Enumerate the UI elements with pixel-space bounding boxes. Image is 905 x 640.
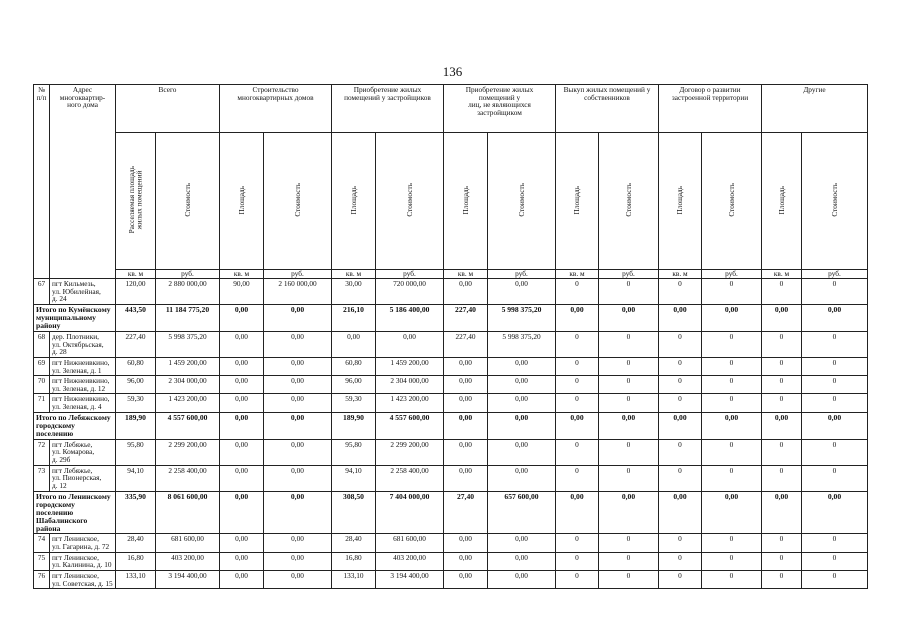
- value-cell: 0,00: [264, 376, 332, 394]
- value-cell: 0,00: [220, 439, 264, 465]
- table-row: [34, 465, 868, 491]
- value-cell: 0: [599, 534, 659, 552]
- value-cell: 0: [802, 279, 868, 305]
- value-cell: 0: [802, 552, 868, 570]
- value-cell: 0,00: [659, 304, 702, 331]
- value-cell: 0: [556, 376, 599, 394]
- value-cell: 0: [702, 394, 762, 412]
- subheader-label: Стоимость: [829, 183, 839, 217]
- value-cell: 0: [802, 465, 868, 491]
- value-cell: 227,40: [116, 331, 156, 357]
- value-cell: 0: [659, 331, 702, 357]
- subheader-cell: [802, 133, 868, 270]
- value-cell: 0: [762, 465, 802, 491]
- value-cell: 0: [599, 465, 659, 491]
- value-cell: 0: [556, 357, 599, 375]
- value-cell: 0,00: [599, 412, 659, 439]
- value-cell: 3 194 400,00: [156, 571, 220, 589]
- value-cell: 2 304 000,00: [376, 376, 444, 394]
- value-cell: 0,00: [556, 304, 599, 331]
- subheader-label: Стоимость: [182, 183, 192, 217]
- row-number: 72: [34, 439, 50, 465]
- value-cell: 95,80: [332, 439, 376, 465]
- value-cell: 133,10: [332, 571, 376, 589]
- value-cell: 5 998 375,20: [488, 304, 556, 331]
- unit-cell: кв. м: [556, 270, 599, 279]
- value-cell: 0: [762, 357, 802, 375]
- value-cell: 0: [659, 439, 702, 465]
- header-group: Другие: [762, 85, 868, 133]
- value-cell: 60,80: [332, 357, 376, 375]
- value-cell: 0,00: [556, 491, 599, 534]
- table-row: [34, 357, 868, 375]
- total-label: Итого по Ленинскому городскому поселению Шабалинского района: [34, 491, 116, 534]
- value-cell: 308,50: [332, 491, 376, 534]
- row-number: 75: [34, 552, 50, 570]
- value-cell: 0,00: [762, 412, 802, 439]
- value-cell: 0: [702, 534, 762, 552]
- value-cell: 0,00: [220, 571, 264, 589]
- value-cell: 0: [599, 394, 659, 412]
- value-cell: 0,00: [264, 439, 332, 465]
- value-cell: 0: [556, 331, 599, 357]
- value-cell: 0,00: [488, 279, 556, 305]
- value-cell: 403 200,00: [156, 552, 220, 570]
- subheader-cell: [488, 133, 556, 270]
- unit-cell: руб.: [702, 270, 762, 279]
- unit-cell: кв. м: [220, 270, 264, 279]
- unit-cell: руб.: [488, 270, 556, 279]
- value-cell: 0,00: [264, 304, 332, 331]
- subheader-cell: [156, 133, 220, 270]
- row-address: пгт Нижнеивкино, ул. Зеленая, д. 12: [50, 376, 116, 394]
- value-cell: 27,40: [444, 491, 488, 534]
- value-cell: 2 299 200,00: [156, 439, 220, 465]
- table-row: [34, 552, 868, 570]
- value-cell: 0,00: [264, 331, 332, 357]
- value-cell: 0,00: [702, 491, 762, 534]
- value-cell: 0: [702, 571, 762, 589]
- subheader-label: Площадь: [460, 185, 470, 215]
- value-cell: 0,00: [332, 331, 376, 357]
- value-cell: 0,00: [220, 534, 264, 552]
- value-cell: 0,00: [220, 552, 264, 570]
- value-cell: 0: [599, 357, 659, 375]
- value-cell: 0: [762, 552, 802, 570]
- value-cell: 189,90: [332, 412, 376, 439]
- table-row: [34, 394, 868, 412]
- value-cell: 4 557 600,00: [376, 412, 444, 439]
- value-cell: 0: [802, 331, 868, 357]
- unit-cell: кв. м: [116, 270, 156, 279]
- value-cell: 0,00: [599, 491, 659, 534]
- row-number: 73: [34, 465, 50, 491]
- value-cell: 11 184 775,20: [156, 304, 220, 331]
- value-cell: 0: [702, 331, 762, 357]
- subheader-cell: [556, 133, 599, 270]
- value-cell: 5 998 375,20: [488, 331, 556, 357]
- subheader-cell: [659, 133, 702, 270]
- value-cell: 0: [802, 439, 868, 465]
- value-cell: 0,00: [802, 304, 868, 331]
- table-row: [34, 571, 868, 589]
- subheader-label: Стоимость: [623, 183, 633, 217]
- subheader-label: Площадь: [348, 185, 358, 215]
- subheader-cell: [702, 133, 762, 270]
- value-cell: 227,40: [444, 304, 488, 331]
- value-cell: 0,00: [488, 571, 556, 589]
- value-cell: 1 423 200,00: [156, 394, 220, 412]
- value-cell: 443,50: [116, 304, 156, 331]
- total-row: [34, 412, 868, 439]
- value-cell: 0: [556, 439, 599, 465]
- value-cell: 133,10: [116, 571, 156, 589]
- value-cell: 0: [659, 394, 702, 412]
- value-cell: 0: [659, 571, 702, 589]
- value-cell: 2 299 200,00: [376, 439, 444, 465]
- value-cell: 227,40: [444, 331, 488, 357]
- value-cell: 0: [802, 571, 868, 589]
- total-row: [34, 491, 868, 534]
- value-cell: 0,00: [264, 412, 332, 439]
- value-cell: 0,00: [599, 304, 659, 331]
- row-number: 76: [34, 571, 50, 589]
- subheader-cell: [444, 133, 488, 270]
- value-cell: 0,00: [702, 412, 762, 439]
- value-cell: 0: [599, 439, 659, 465]
- value-cell: 0: [802, 376, 868, 394]
- unit-cell: кв. м: [332, 270, 376, 279]
- value-cell: 96,00: [116, 376, 156, 394]
- row-address: пгт Нижнеивкино, ул. Зеленая, д. 1: [50, 357, 116, 375]
- value-cell: 2 258 400,00: [156, 465, 220, 491]
- value-cell: 0,00: [556, 412, 599, 439]
- header-group: Всего: [116, 85, 220, 133]
- value-cell: 0,00: [659, 412, 702, 439]
- header-group: Приобретение жилых помещений у лиц, не являющихся застройщиком: [444, 85, 556, 133]
- unit-cell: руб.: [264, 270, 332, 279]
- value-cell: 0,00: [220, 304, 264, 331]
- value-cell: 1 459 200,00: [376, 357, 444, 375]
- total-label: Итого по Лебяжскому городскому поселению: [34, 412, 116, 439]
- value-cell: 0,00: [264, 357, 332, 375]
- value-cell: 59,30: [332, 394, 376, 412]
- value-cell: 0: [599, 376, 659, 394]
- value-cell: 0: [659, 465, 702, 491]
- table-row: [34, 331, 868, 357]
- value-cell: 0: [702, 465, 762, 491]
- value-cell: 0: [762, 279, 802, 305]
- value-cell: 0: [702, 439, 762, 465]
- value-cell: 0,00: [444, 412, 488, 439]
- value-cell: 0,00: [220, 412, 264, 439]
- row-address: пгт Нижнеивкино, ул. Зеленая, д. 4: [50, 394, 116, 412]
- housing-program-table: [33, 84, 868, 589]
- row-number: 69: [34, 357, 50, 375]
- subheader-cell: [762, 133, 802, 270]
- row-address: пгт Кильмезь, ул. Юбилейная, д. 24: [50, 279, 116, 305]
- header-group: Строительство многоквартирных домов: [220, 85, 332, 133]
- value-cell: 0,00: [444, 376, 488, 394]
- value-cell: 0: [659, 534, 702, 552]
- value-cell: 2 304 000,00: [156, 376, 220, 394]
- value-cell: 0,00: [264, 394, 332, 412]
- value-cell: 0: [659, 552, 702, 570]
- value-cell: 95,80: [116, 439, 156, 465]
- value-cell: 0,00: [220, 465, 264, 491]
- row-address: пгт Лебяжье, ул. Пионерская, д. 12: [50, 465, 116, 491]
- subheader-cell: [116, 133, 156, 270]
- value-cell: 0: [599, 331, 659, 357]
- value-cell: 5 998 375,20: [156, 331, 220, 357]
- value-cell: 0,00: [762, 491, 802, 534]
- value-cell: 0,00: [264, 465, 332, 491]
- value-cell: 0: [556, 394, 599, 412]
- value-cell: 0: [802, 394, 868, 412]
- subheader-label: Площадь: [675, 185, 685, 215]
- value-cell: 0,00: [444, 357, 488, 375]
- row-number: 71: [34, 394, 50, 412]
- value-cell: 0,00: [444, 465, 488, 491]
- value-cell: 0,00: [802, 412, 868, 439]
- table-row: [34, 279, 868, 305]
- value-cell: 0,00: [444, 394, 488, 412]
- total-label: Итого по Кумёнскому муниципальному району: [34, 304, 116, 331]
- unit-cell: руб.: [599, 270, 659, 279]
- subheader-label: Стоимость: [516, 183, 526, 217]
- header-group: Договор о развитии застроенной территории: [659, 85, 762, 133]
- unit-cell: кв. м: [444, 270, 488, 279]
- value-cell: 0: [702, 552, 762, 570]
- value-cell: 0,00: [444, 552, 488, 570]
- unit-cell: руб.: [802, 270, 868, 279]
- row-address: пгт Лебяжье, ул. Комарова, д. 29б: [50, 439, 116, 465]
- row-address: пгт Ленинское, ул. Советская, д. 15: [50, 571, 116, 589]
- value-cell: 0: [599, 552, 659, 570]
- value-cell: 0,00: [264, 552, 332, 570]
- row-number: 67: [34, 279, 50, 305]
- value-cell: 0,00: [376, 331, 444, 357]
- value-cell: 94,10: [332, 465, 376, 491]
- value-cell: 0,00: [220, 331, 264, 357]
- header-group: Приобретение жилых помещений у застройщиков: [332, 85, 444, 133]
- row-address: дер. Плотники, ул. Октябрьская, д. 28: [50, 331, 116, 357]
- value-cell: 2 160 000,00: [264, 279, 332, 305]
- value-cell: 0,00: [220, 394, 264, 412]
- value-cell: 2 880 000,00: [156, 279, 220, 305]
- total-row: [34, 304, 868, 331]
- row-address: пгт Ленинское, ул. Гагарина, д. 72: [50, 534, 116, 552]
- value-cell: 0,00: [220, 491, 264, 534]
- header-address: Адрес многоквартир- ного дома: [50, 85, 116, 279]
- value-cell: 120,00: [116, 279, 156, 305]
- subheader-label: Площадь: [236, 185, 246, 215]
- value-cell: 28,40: [332, 534, 376, 552]
- value-cell: 0: [702, 279, 762, 305]
- subheader-label: Расселяемая площадь жилых помещений: [126, 166, 144, 234]
- value-cell: 0: [802, 534, 868, 552]
- subheader-cell: [220, 133, 264, 270]
- value-cell: 0: [556, 571, 599, 589]
- value-cell: 0,00: [444, 534, 488, 552]
- row-number: 70: [34, 376, 50, 394]
- unit-cell: кв. м: [762, 270, 802, 279]
- value-cell: 7 404 000,00: [376, 491, 444, 534]
- value-cell: 0: [762, 331, 802, 357]
- subheader-label: Площадь: [776, 185, 786, 215]
- subheader-cell: [376, 133, 444, 270]
- value-cell: 0,00: [444, 439, 488, 465]
- value-cell: 30,00: [332, 279, 376, 305]
- value-cell: 0: [762, 376, 802, 394]
- value-cell: 0: [702, 357, 762, 375]
- value-cell: 0,00: [488, 534, 556, 552]
- value-cell: 403 200,00: [376, 552, 444, 570]
- value-cell: 1 423 200,00: [376, 394, 444, 412]
- table-row: [34, 439, 868, 465]
- value-cell: 0: [762, 571, 802, 589]
- value-cell: 0: [802, 357, 868, 375]
- value-cell: 0,00: [264, 534, 332, 552]
- value-cell: 0: [702, 376, 762, 394]
- subheader-label: Площадь: [572, 185, 582, 215]
- value-cell: 681 600,00: [156, 534, 220, 552]
- row-address: пгт Ленинское, ул. Калинина, д. 10: [50, 552, 116, 570]
- subheader-cell: [264, 133, 332, 270]
- row-number: 68: [34, 331, 50, 357]
- value-cell: 0: [599, 279, 659, 305]
- table-row: [34, 534, 868, 552]
- subheader-label: Стоимость: [292, 183, 302, 217]
- value-cell: 0,00: [220, 357, 264, 375]
- value-cell: 4 557 600,00: [156, 412, 220, 439]
- value-cell: 0,00: [802, 491, 868, 534]
- page-number: 136: [442, 64, 463, 79]
- value-cell: 0,00: [762, 304, 802, 331]
- subheader-label: Стоимость: [726, 183, 736, 217]
- header-no: № п/п: [34, 85, 50, 279]
- value-cell: 0: [659, 357, 702, 375]
- value-cell: 0,00: [264, 491, 332, 534]
- value-cell: 8 061 600,00: [156, 491, 220, 534]
- value-cell: 0,00: [488, 439, 556, 465]
- unit-cell: руб.: [156, 270, 220, 279]
- value-cell: 0,00: [488, 465, 556, 491]
- value-cell: 0,00: [220, 376, 264, 394]
- value-cell: 0,00: [488, 552, 556, 570]
- value-cell: 0: [659, 376, 702, 394]
- value-cell: 0: [556, 279, 599, 305]
- value-cell: 335,90: [116, 491, 156, 534]
- value-cell: 59,30: [116, 394, 156, 412]
- value-cell: 0: [762, 394, 802, 412]
- table-row: [34, 376, 868, 394]
- value-cell: 96,00: [332, 376, 376, 394]
- header-group: Выкуп жилых помещений у собственников: [556, 85, 659, 133]
- value-cell: 1 459 200,00: [156, 357, 220, 375]
- subheader-label: Стоимость: [404, 183, 414, 217]
- value-cell: 16,80: [116, 552, 156, 570]
- value-cell: 5 186 400,00: [376, 304, 444, 331]
- value-cell: 0: [556, 534, 599, 552]
- value-cell: 2 258 400,00: [376, 465, 444, 491]
- value-cell: 681 600,00: [376, 534, 444, 552]
- value-cell: 0,00: [659, 491, 702, 534]
- value-cell: 3 194 400,00: [376, 571, 444, 589]
- value-cell: 90,00: [220, 279, 264, 305]
- value-cell: 0: [556, 465, 599, 491]
- value-cell: 0: [762, 534, 802, 552]
- unit-cell: кв. м: [659, 270, 702, 279]
- value-cell: 720 000,00: [376, 279, 444, 305]
- value-cell: 0,00: [444, 279, 488, 305]
- value-cell: 0: [556, 552, 599, 570]
- value-cell: 94,10: [116, 465, 156, 491]
- value-cell: 0: [762, 439, 802, 465]
- value-cell: 216,10: [332, 304, 376, 331]
- value-cell: 0,00: [702, 304, 762, 331]
- unit-cell: руб.: [376, 270, 444, 279]
- value-cell: 0,00: [488, 376, 556, 394]
- value-cell: 28,40: [116, 534, 156, 552]
- value-cell: 657 600,00: [488, 491, 556, 534]
- value-cell: 0,00: [488, 357, 556, 375]
- subheader-cell: [599, 133, 659, 270]
- value-cell: 0,00: [488, 394, 556, 412]
- value-cell: 0,00: [488, 412, 556, 439]
- value-cell: 0: [659, 279, 702, 305]
- subheader-cell: [332, 133, 376, 270]
- value-cell: 60,80: [116, 357, 156, 375]
- row-number: 74: [34, 534, 50, 552]
- value-cell: 0,00: [444, 571, 488, 589]
- value-cell: 0,00: [264, 571, 332, 589]
- value-cell: 16,80: [332, 552, 376, 570]
- value-cell: 189,90: [116, 412, 156, 439]
- value-cell: 0: [599, 571, 659, 589]
